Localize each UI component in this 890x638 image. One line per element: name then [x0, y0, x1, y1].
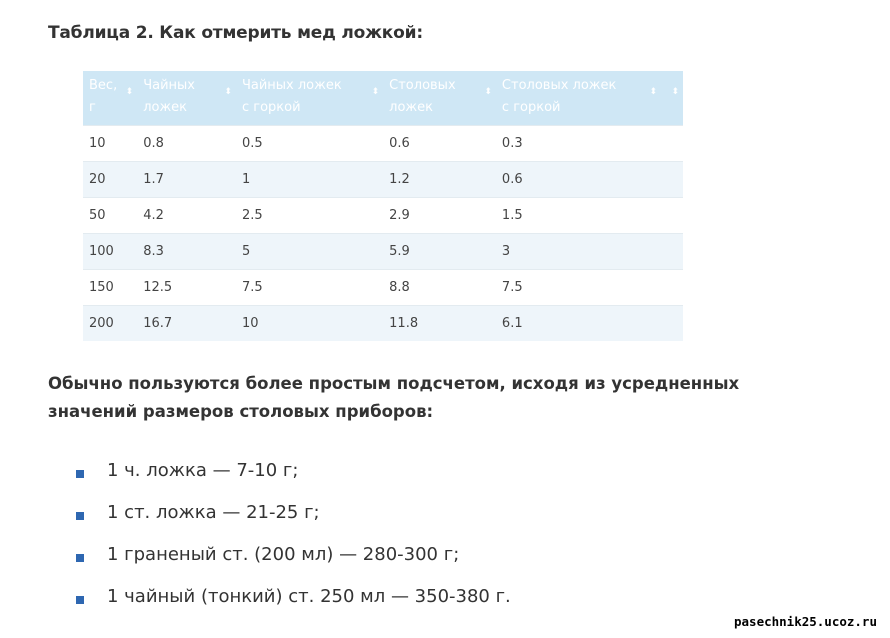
- table-cell: 7.5: [236, 270, 383, 306]
- sort-icon[interactable]: ⬍: [371, 87, 380, 97]
- column-header-heaped-teaspoons[interactable]: [236, 71, 383, 126]
- table-cell: 11.8: [383, 306, 496, 342]
- table-cell: 0.5: [236, 126, 383, 162]
- table-row: [83, 162, 683, 198]
- table-row: [83, 270, 683, 306]
- table-cell: 150: [83, 270, 137, 306]
- table-cell-extra: [661, 306, 683, 342]
- table-cell-extra: [661, 126, 683, 162]
- table-cell: 50: [83, 198, 137, 234]
- list-item-text: 1 чайный (тонкий) ст. 250 мл — 350-380 г.: [107, 586, 511, 607]
- list-item: [76, 492, 511, 534]
- table-row: [83, 126, 683, 162]
- table-cell: 100: [83, 234, 137, 270]
- table-cell: 0.3: [496, 126, 661, 162]
- table-cell: 2.5: [236, 198, 383, 234]
- column-header-heaped-tablespoons[interactable]: [496, 71, 661, 126]
- list-item: [76, 450, 511, 492]
- sort-icon[interactable]: ⬍: [125, 87, 134, 97]
- square-bullet-icon: [76, 470, 84, 478]
- table-header-row: [83, 71, 683, 126]
- table-cell: 0.6: [496, 162, 661, 198]
- intro-text: Обычно пользуются более простым подсчетом, исходя из усредненных значений размеров столовых приборов:: [48, 374, 740, 421]
- measure-list: [76, 450, 511, 618]
- table-cell-extra: [661, 270, 683, 306]
- table-cell: 8.3: [137, 234, 236, 270]
- sort-icon[interactable]: ⬍: [649, 87, 658, 97]
- table-cell-extra: [661, 234, 683, 270]
- table-cell-extra: [661, 198, 683, 234]
- table-cell: 10: [83, 126, 137, 162]
- column-header-label: [242, 75, 377, 119]
- list-item-text: 1 ч. ложка — 7-10 г;: [107, 460, 299, 481]
- column-header-line2: г: [89, 100, 96, 115]
- table-row: [83, 198, 683, 234]
- column-header-teaspoons[interactable]: [137, 71, 236, 126]
- sort-icon[interactable]: ⬍: [671, 87, 679, 97]
- table-cell: 4.2: [137, 198, 236, 234]
- table-title: Таблица 2. Как отмерить мед ложкой:: [48, 23, 423, 43]
- honey-measure-table: [83, 71, 683, 341]
- column-header-extra[interactable]: [661, 71, 683, 126]
- column-header-line1: Чайных ложек: [241, 78, 342, 93]
- table-cell: 3: [496, 234, 661, 270]
- watermark: pasechnik25.ucoz.ru: [731, 613, 880, 630]
- column-header-line2: с горкой: [501, 100, 561, 115]
- column-header-line1: Вес,: [89, 78, 118, 93]
- column-header-label: [502, 75, 655, 119]
- table-cell: 12.5: [137, 270, 236, 306]
- table-row: [83, 234, 683, 270]
- table-cell: 2.9: [383, 198, 496, 234]
- list-item: [76, 534, 511, 576]
- column-header-tablespoons[interactable]: [383, 71, 496, 126]
- table-cell: 6.1: [496, 306, 661, 342]
- table-cell: 8.8: [383, 270, 496, 306]
- column-header-line1: Столовых ложек: [501, 78, 617, 93]
- table-cell: 0.6: [383, 126, 496, 162]
- column-header-line2: с горкой: [241, 100, 301, 115]
- column-header-line2: ложек: [389, 100, 433, 115]
- table-cell: 7.5: [496, 270, 661, 306]
- table-row: [83, 306, 683, 342]
- column-header-line1: Чайных: [143, 78, 195, 93]
- table-cell: 200: [83, 306, 137, 342]
- table-cell: 1.2: [383, 162, 496, 198]
- square-bullet-icon: [76, 512, 84, 520]
- table-body: [83, 126, 683, 342]
- sort-icon[interactable]: ⬍: [224, 87, 232, 97]
- square-bullet-icon: [76, 554, 84, 562]
- sort-icon[interactable]: ⬍: [484, 87, 492, 97]
- list-item-text: 1 ст. ложка — 21-25 г;: [107, 502, 320, 523]
- table-cell: 20: [83, 162, 137, 198]
- table-cell: 0.8: [137, 126, 236, 162]
- column-header-label: [389, 75, 490, 119]
- table-cell: 10: [236, 306, 383, 342]
- column-header-line2: ложек: [143, 100, 188, 115]
- table-cell-extra: [661, 162, 683, 198]
- column-header-weight[interactable]: [83, 71, 137, 126]
- column-header-line1: Столовых: [389, 78, 456, 93]
- table-cell: 1.5: [496, 198, 661, 234]
- square-bullet-icon: [76, 596, 84, 604]
- table-cell: 1: [236, 162, 383, 198]
- table-cell: 5: [236, 234, 383, 270]
- table-cell: 5.9: [383, 234, 496, 270]
- list-item-text: 1 граненый ст. (200 мл) — 280-300 г;: [107, 544, 460, 565]
- list-item: [76, 576, 511, 618]
- table-cell: 16.7: [137, 306, 236, 342]
- column-header-label: [89, 75, 131, 119]
- column-header-label: [143, 75, 230, 119]
- table-cell: 1.7: [137, 162, 236, 198]
